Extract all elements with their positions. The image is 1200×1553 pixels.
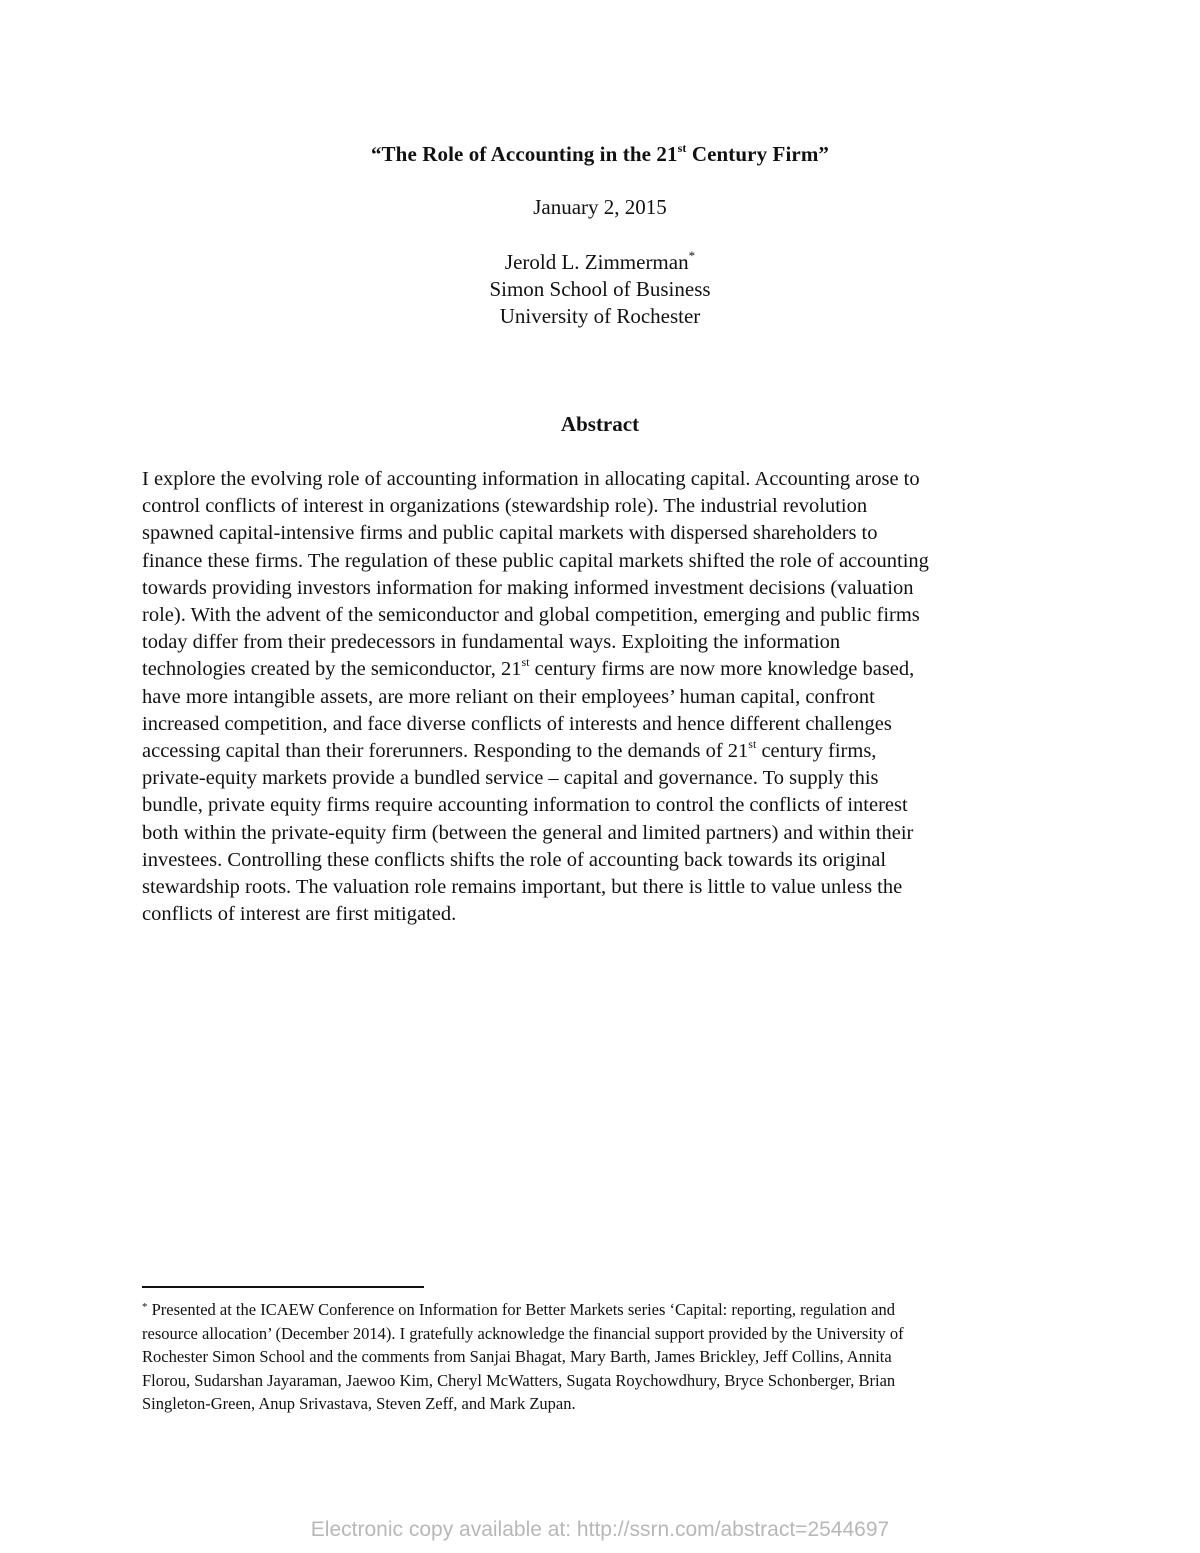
abstract-line: bundle, private equity firms require accounting information to control the conflicts of interest: [142, 794, 908, 817]
abstract-line: today differ from their predecessors in fundamental ways. Exploiting the information: [142, 631, 841, 654]
footnote-line: Florou, Sudarshan Jayaraman, Jaewoo Kim, Cheryl McWatters, Sugata Roychowdhury, Bryce Schonberger, Brian: [142, 1370, 896, 1390]
footnote-line: resource allocation’ (December 2014). I gratefully acknowledge the financial support provided by the University of: [142, 1323, 904, 1343]
footnote-line: [142, 1298, 1062, 1322]
abstract-line: conflicts of interest are first mitigated.: [142, 903, 457, 926]
abstract-line: spawned capital-intensive firms and public capital markets with dispersed shareholders to: [142, 522, 878, 545]
title-text-end: Century Firm”: [686, 142, 830, 166]
abstract-line: [142, 738, 1054, 765]
abstract-superscript: st: [748, 737, 757, 752]
footnote-text: Presented at the ICAEW Conference on Information for Better Markets series ‘Capital: reporting, regulation and: [147, 1300, 895, 1319]
abstract-line: towards providing investors information for making informed investment decisions (valuation: [142, 576, 914, 599]
footnote-divider: [142, 1286, 424, 1288]
abstract-superscript: st: [521, 655, 530, 670]
abstract-line: finance these firms. The regulation of these public capital markets shifted the role of accounting: [142, 549, 929, 572]
paper-title: [0, 142, 1200, 167]
abstract-line: role). With the advent of the semiconductor and global competition, emerging and public firms: [142, 604, 920, 627]
abstract-line: [142, 656, 1054, 683]
footnote: [142, 1298, 1062, 1416]
abstract-line: have more intangible assets, are more reliant on their employees’ human capital, confront: [142, 685, 875, 708]
abstract-line: investees. Controlling these conflicts shifts the role of accounting back towards its original: [142, 848, 887, 871]
abstract-line: stewardship roots. The valuation role remains important, but there is little to value unless the: [142, 876, 903, 899]
author-footnote-mark: *: [688, 248, 696, 263]
abstract-line: I explore the evolving role of accounting information in allocating capital. Accounting arose to: [142, 468, 920, 490]
author-block: [0, 249, 1200, 330]
abstract-body: [142, 466, 1054, 928]
footnote-line: Singleton-Green, Anup Srivastava, Steven Zeff, and Mark Zupan.: [142, 1394, 576, 1414]
affiliation-school: Simon School of Business: [489, 277, 711, 301]
ssrn-watermark: Electronic copy available at: http://ssrn.com/abstract=2544697: [310, 1518, 890, 1541]
abstract-text: accessing capital than their forerunners. Responding to the demands of 21: [142, 740, 749, 763]
abstract-text: century firms,: [756, 740, 877, 763]
abstract-line: increased competition, and face diverse conflicts of interests and hence different challenges: [142, 712, 892, 735]
title-text-start: “The Role of Accounting in the 21: [370, 142, 678, 166]
affiliation-university: University of Rochester: [499, 304, 701, 328]
abstract-line: control conflicts of interest in organizations (stewardship role). The industrial revolution: [142, 495, 868, 518]
footnote-mark: *: [142, 1301, 148, 1313]
title-superscript: st: [677, 141, 687, 155]
abstract-heading: Abstract: [560, 412, 640, 436]
paper-date: January 2, 2015: [533, 195, 667, 219]
abstract-line: both within the private-equity firm (between the general and limited partners) and within their: [142, 821, 914, 844]
author-name-line: [0, 249, 1200, 276]
abstract-text: technologies created by the semiconductor, 21: [142, 658, 522, 681]
author-name: Jerold L. Zimmerman: [504, 250, 689, 274]
abstract-text: century firms are now more knowledge based,: [529, 658, 915, 681]
abstract-line: private-equity markets provide a bundled service – capital and governance. To supply this: [142, 767, 879, 790]
footnote-line: Rochester Simon School and the comments from Sanjai Bhagat, Mary Barth, James Brickley, Jeff Collins, Annita: [142, 1347, 892, 1367]
